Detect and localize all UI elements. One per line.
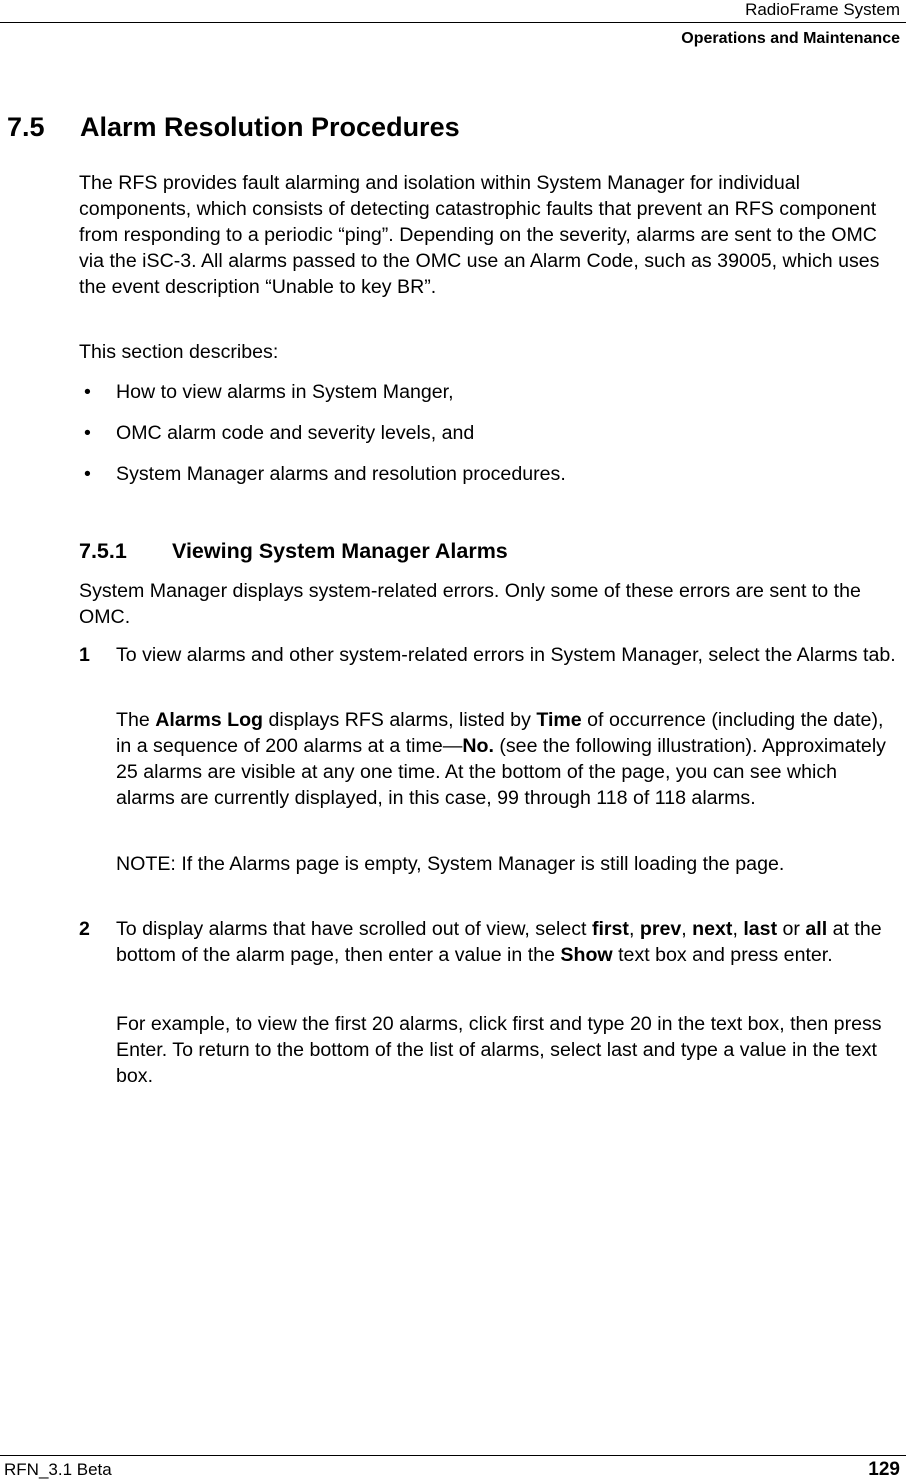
example-paragraph: For example, to view the first 20 alarms, click first and type 20 in the text box, then press Enter. To return to the bottom of the list of alarms, select last and type a value in the text box. — [116, 1013, 882, 1087]
list-item — [79, 420, 901, 446]
footer-rule — [0, 1455, 906, 1456]
list-item-text: OMC alarm code and severity levels, and — [116, 422, 475, 444]
header-section-title: Operations and Maintenance — [681, 30, 900, 47]
header-rule — [0, 22, 906, 23]
header-system-title: RadioFrame System — [745, 0, 900, 19]
step-2 — [79, 916, 901, 968]
bullet-icon: • — [84, 381, 91, 403]
last-term: last — [743, 918, 778, 940]
step-number: 1 — [79, 644, 90, 666]
next-term: next — [692, 918, 733, 940]
step-number: 2 — [79, 918, 90, 940]
prev-term: prev — [639, 918, 682, 940]
footer-doc-id: RFN_3.1 Beta — [4, 1460, 112, 1479]
bullet-icon: • — [84, 463, 91, 485]
subsection-heading — [79, 537, 508, 565]
subsection-paragraph: System Manager displays system-related errors. Only some of these errors are sent to the OMC. — [79, 580, 861, 628]
time-term: Time — [536, 709, 582, 731]
no-term: No. — [462, 735, 494, 757]
first-term: first — [591, 918, 629, 940]
bullet-list — [79, 379, 901, 502]
alarms-log-description: The Alarms Log displays RFS alarms, listed by Time of occurrence (including the date), in a sequence of 200 alarms at a time—No. (see the following illustration). Approximately 25 alarms are visible at any one time. At the bottom of the page, you can see which alarms are currently displayed, in this case, 99 through 118 of 118 alarms. — [116, 709, 886, 809]
all-term: all — [805, 918, 828, 940]
list-item — [79, 461, 901, 487]
section-title: Alarm Resolution Procedures — [80, 112, 460, 142]
step-text: To view alarms and other system-related errors in System Manager, select the Alarms tab. — [116, 644, 896, 666]
step-text: To display alarms that have scrolled out of view, select first, prev, next, last or all at the bottom of the alarm page, then enter a value in the Show text box and press enter. — [116, 918, 882, 966]
page-number: 129 — [868, 1459, 900, 1480]
subsection-title: Viewing System Manager Alarms — [172, 539, 508, 563]
subsection-number: 7.5.1 — [79, 539, 127, 563]
intro-paragraph: The RFS provides fault alarming and isolation within System Manager for individual components, which consists of detecting catastrophic faults that prevent an RFS component from responding to a periodic “ping”. Depending on the severity, alarms are sent to the OMC via the iSC-3. All alarms passed to the OMC use an Alarm Code, such as 39005, which uses the event description “Unable to key BR”. — [79, 172, 880, 298]
list-item-text: How to view alarms in System Manger, — [116, 381, 454, 403]
list-item — [79, 379, 901, 405]
describes-paragraph: This section describes: — [79, 341, 279, 363]
step-1 — [79, 642, 901, 668]
alarms-log-term: Alarms Log — [155, 709, 264, 731]
show-term: Show — [560, 944, 613, 966]
note-paragraph: NOTE: If the Alarms page is empty, System Manager is still loading the page. — [116, 853, 785, 875]
list-item-text: System Manager alarms and resolution procedures. — [116, 463, 566, 485]
section-heading — [7, 110, 460, 144]
section-number: 7.5 — [7, 112, 45, 142]
bullet-icon: • — [84, 422, 91, 444]
